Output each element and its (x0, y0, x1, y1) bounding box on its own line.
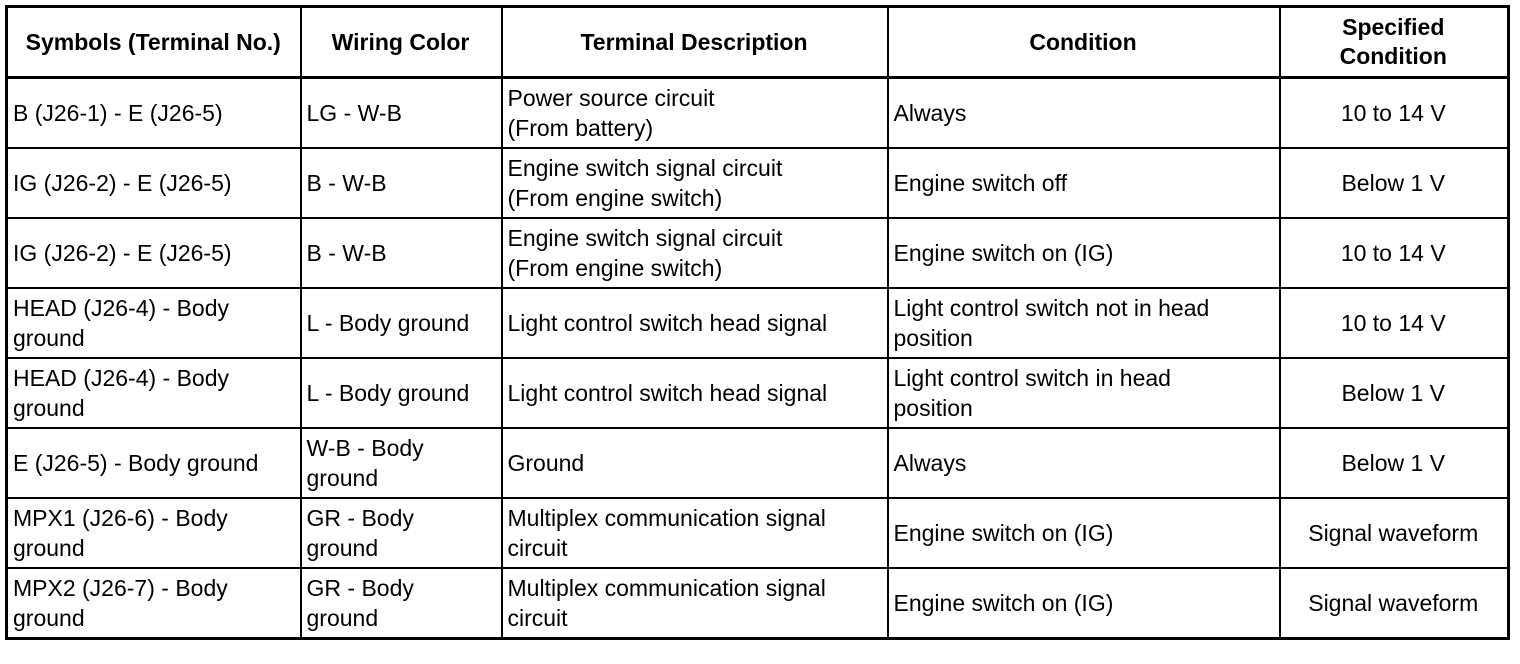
cell-terminal-description: Light control switch head signal (502, 288, 888, 358)
cell-symbols: MPX1 (J26-6) - Body ground (7, 498, 301, 568)
cell-terminal-description: Multiplex communication signal circuit (502, 498, 888, 568)
cell-terminal-description: Engine switch signal circuit (From engine switch) (502, 148, 888, 218)
cell-symbols: B (J26-1) - E (J26-5) (7, 78, 301, 149)
cell-terminal-description: Ground (502, 428, 888, 498)
cell-specified-condition: Below 1 V (1280, 428, 1509, 498)
cell-specified-condition: 10 to 14 V (1280, 78, 1509, 149)
cell-specified-condition: Below 1 V (1280, 148, 1509, 218)
cell-wiring-color: L - Body ground (301, 288, 502, 358)
cell-condition: Engine switch off (888, 148, 1280, 218)
table-row (7, 428, 1509, 498)
cell-specified-condition: Below 1 V (1280, 358, 1509, 428)
cell-symbols: IG (J26-2) - E (J26-5) (7, 218, 301, 288)
table-row (7, 288, 1509, 358)
table-header-row (7, 7, 1509, 78)
cell-specified-condition: Signal waveform (1280, 498, 1509, 568)
cell-wiring-color: B - W-B (301, 218, 502, 288)
table-row (7, 78, 1509, 149)
cell-wiring-color: B - W-B (301, 148, 502, 218)
cell-symbols: E (J26-5) - Body ground (7, 428, 301, 498)
cell-wiring-color: LG - W-B (301, 78, 502, 149)
cell-condition: Always (888, 428, 1280, 498)
cell-condition: Always (888, 78, 1280, 149)
cell-specified-condition: 10 to 14 V (1280, 288, 1509, 358)
table-row (7, 358, 1509, 428)
terminal-inspection-table (5, 5, 1510, 640)
header-specified-condition: Specified Condition (1280, 7, 1509, 78)
cell-terminal-description: Multiplex communication signal circuit (502, 568, 888, 639)
cell-wiring-color: GR - Body ground (301, 568, 502, 639)
cell-symbols: MPX2 (J26-7) - Body ground (7, 568, 301, 639)
cell-condition: Engine switch on (IG) (888, 568, 1280, 639)
cell-condition: Engine switch on (IG) (888, 498, 1280, 568)
cell-specified-condition: 10 to 14 V (1280, 218, 1509, 288)
cell-terminal-description: Power source circuit (From battery) (502, 78, 888, 149)
cell-condition: Light control switch not in head position (888, 288, 1280, 358)
cell-wiring-color: W-B - Body ground (301, 428, 502, 498)
cell-condition: Engine switch on (IG) (888, 218, 1280, 288)
header-symbols: Symbols (Terminal No.) (7, 7, 301, 78)
table-row (7, 218, 1509, 288)
table-row (7, 498, 1509, 568)
cell-terminal-description: Engine switch signal circuit (From engine switch) (502, 218, 888, 288)
cell-terminal-description: Light control switch head signal (502, 358, 888, 428)
table-row (7, 148, 1509, 218)
cell-symbols: IG (J26-2) - E (J26-5) (7, 148, 301, 218)
header-terminal-description: Terminal Description (502, 7, 888, 78)
header-condition: Condition (888, 7, 1280, 78)
table-row (7, 568, 1509, 639)
cell-symbols: HEAD (J26-4) - Body ground (7, 288, 301, 358)
header-wiring-color: Wiring Color (301, 7, 502, 78)
cell-condition: Light control switch in head position (888, 358, 1280, 428)
cell-specified-condition: Signal waveform (1280, 568, 1509, 639)
cell-symbols: HEAD (J26-4) - Body ground (7, 358, 301, 428)
cell-wiring-color: GR - Body ground (301, 498, 502, 568)
cell-wiring-color: L - Body ground (301, 358, 502, 428)
